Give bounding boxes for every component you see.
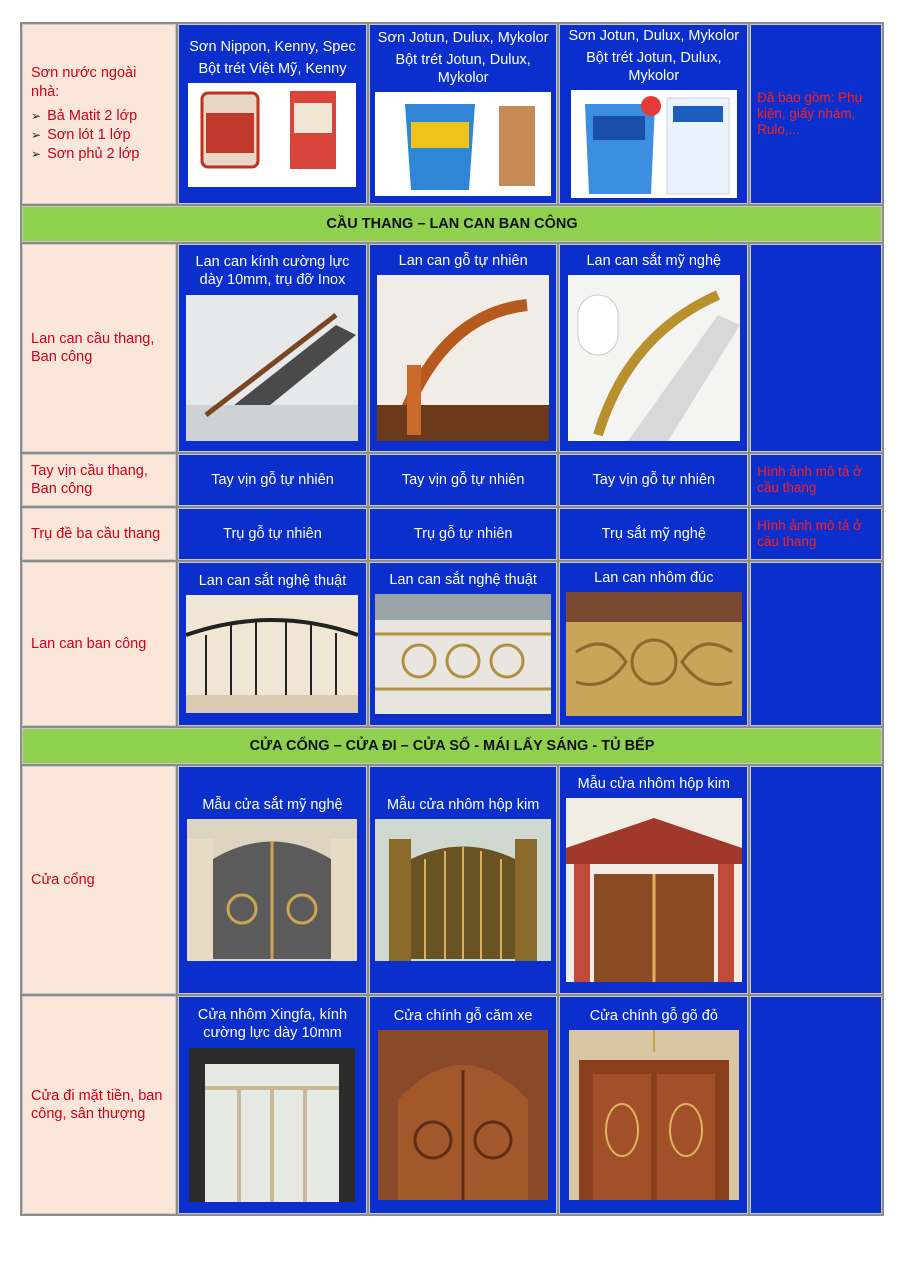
option-caption: Bột trét Jotun, Dulux, Mykolor	[395, 52, 531, 87]
balcony-iron-image	[186, 595, 358, 713]
paint-bullet: ➢ Sơn lót 1 lớp	[31, 126, 167, 144]
spec-table	[20, 22, 884, 1216]
option-caption: Sơn Jotun, Dulux, Mykolor	[568, 28, 740, 44]
paint-option-3	[559, 24, 748, 204]
handrail-option-2: Tay vịn gỗ tự nhiên	[369, 454, 558, 506]
option-caption: Mẫu cửa sắt mỹ nghệ	[202, 797, 343, 814]
door-xingfa-image	[189, 1048, 355, 1202]
handrail-note: Hình ảnh mô tả ở cầu thang	[750, 454, 882, 506]
section-header-stairs: CẦU THANG – LAN CAN BAN CÔNG	[22, 206, 882, 242]
table-row	[22, 244, 882, 452]
balcony-option-2	[369, 562, 558, 726]
paint-product-image	[188, 83, 356, 187]
table-row	[22, 562, 882, 726]
stair-glass-image	[186, 295, 358, 441]
option-caption: Sơn Nippon, Kenny, Spec	[189, 39, 356, 56]
gate-option-2	[369, 766, 558, 994]
row-label-post: Trụ đề ba cầu thang	[22, 508, 176, 560]
door-option-3	[559, 996, 748, 1214]
spec-sheet	[20, 22, 884, 1216]
table-row	[22, 508, 882, 560]
section-header-doors: CỬA CỔNG – CỬA ĐI – CỬA SỔ - MÁI LẤY SÁNG - TỦ BẾP	[22, 728, 882, 764]
stair-option-3	[559, 244, 748, 452]
option-caption: Lan can gỗ tự nhiên	[398, 253, 528, 270]
paint-label: Sơn nước ngoài nhà:	[31, 65, 137, 100]
gate-iron-image	[187, 819, 357, 961]
table-row	[22, 766, 882, 994]
option-caption: Lan can sắt mỹ nghệ	[586, 253, 722, 270]
door-wood-image	[569, 1030, 739, 1200]
stair-wood-image	[377, 275, 549, 441]
option-caption: Bột trét Jotun, Dulux, Mykolor	[586, 50, 722, 85]
paint-note: Đã bao gồm: Phụ kiện, giấy nhám, Rulo,...	[750, 24, 882, 204]
post-option-2: Trụ gỗ tự nhiên	[369, 508, 558, 560]
door-option-1	[178, 996, 367, 1214]
row-label-balcony: Lan can ban công	[22, 562, 176, 726]
option-caption: Cửa chính gỗ gõ đỏ	[589, 1008, 718, 1025]
post-option-1: Trụ gỗ tự nhiên	[178, 508, 367, 560]
paint-product-image	[375, 92, 551, 196]
table-row	[22, 24, 882, 204]
paint-option-1	[178, 24, 367, 204]
post-option-3: Trụ sắt mỹ nghệ	[559, 508, 748, 560]
door-empty	[750, 996, 882, 1214]
balcony-empty	[750, 562, 882, 726]
door-wood-image	[378, 1030, 548, 1200]
handrail-option-3: Tay vịn gỗ tự nhiên	[559, 454, 748, 506]
option-caption: Mẫu cửa nhôm hộp kim	[386, 797, 540, 814]
option-caption: Lan can kính cường lực dày 10mm, trụ đỡ Inox	[195, 254, 350, 289]
paint-option-2	[369, 24, 558, 204]
gate-aluminum-image	[566, 798, 742, 982]
post-note: Hình ảnh mô tả ở cầu thang	[750, 508, 882, 560]
balcony-option-3	[559, 562, 748, 726]
option-caption: Bột trét Việt Mỹ, Kenny	[198, 61, 347, 78]
table-row	[22, 996, 882, 1214]
row-label-gate: Cửa cổng	[22, 766, 176, 994]
balcony-iron-image	[375, 594, 551, 714]
paint-product-image	[571, 90, 737, 198]
gate-option-3	[559, 766, 748, 994]
row-label-paint	[22, 24, 176, 204]
stair-option-1	[178, 244, 367, 452]
table-row	[22, 728, 882, 764]
balcony-aluminum-image	[566, 592, 742, 716]
option-caption: Mẫu cửa nhôm hộp kim	[577, 776, 730, 793]
row-label-door: Cửa đi mặt tiền, ban công, sân thượng	[22, 996, 176, 1214]
balcony-option-1	[178, 562, 367, 726]
option-caption: Lan can sắt nghệ thuật	[198, 573, 347, 590]
row-label-stair-railing: Lan can cầu thang, Ban công	[22, 244, 176, 452]
table-row	[22, 454, 882, 506]
option-caption: Sơn Jotun, Dulux, Mykolor	[377, 30, 549, 46]
gate-empty	[750, 766, 882, 994]
paint-bullets	[31, 107, 167, 163]
paint-bullet: ➢ Bả Matit 2 lớp	[31, 107, 167, 125]
paint-bullet: ➢ Sơn phủ 2 lớp	[31, 145, 167, 163]
gate-option-1	[178, 766, 367, 994]
option-caption: Lan can nhôm đúc	[594, 570, 714, 587]
handrail-option-1: Tay vịn gỗ tự nhiên	[178, 454, 367, 506]
gate-aluminum-image	[375, 819, 551, 961]
door-option-2	[369, 996, 558, 1214]
table-row	[22, 206, 882, 242]
stair-iron-image	[568, 275, 740, 441]
stair-option-2	[369, 244, 558, 452]
option-caption: Lan can sắt nghệ thuật	[389, 572, 537, 589]
option-caption: Cửa chính gỗ căm xe	[393, 1008, 533, 1025]
stair-empty	[750, 244, 882, 452]
row-label-handrail: Tay vịn cầu thang, Ban công	[22, 454, 176, 506]
option-caption: Cửa nhôm Xingfa, kính cường lực dày 10mm	[197, 1007, 348, 1042]
